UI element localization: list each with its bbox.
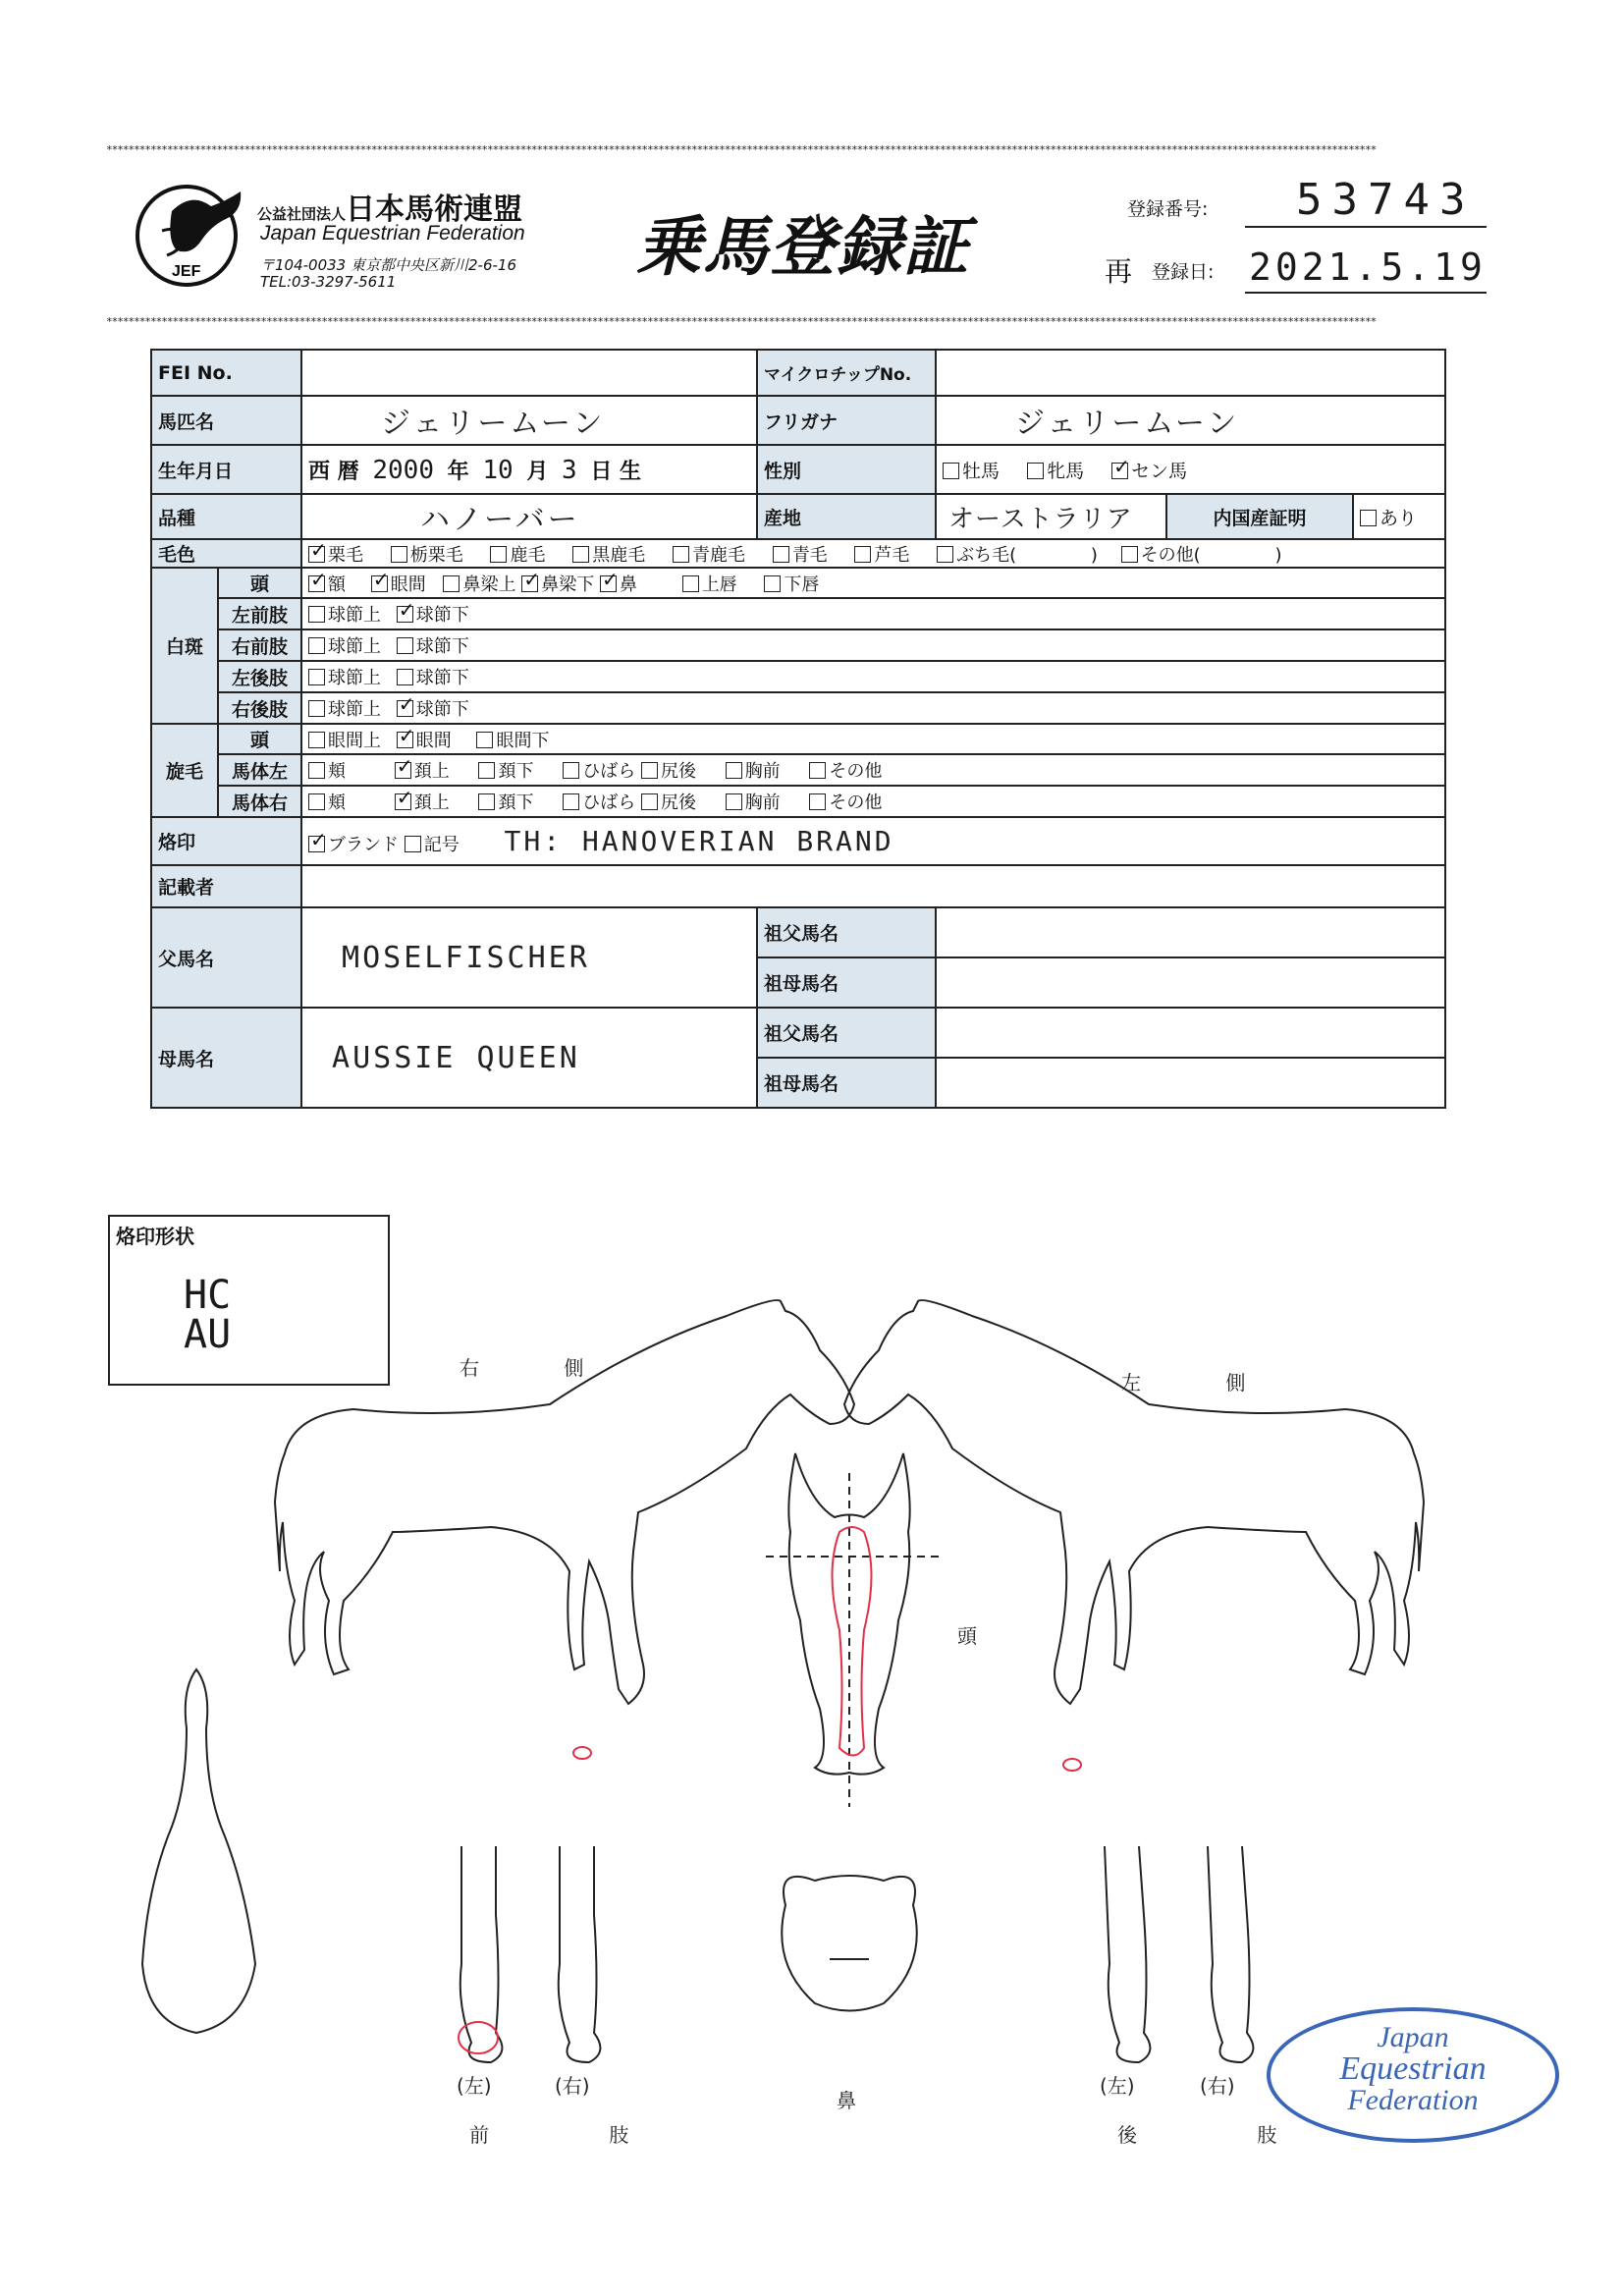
white-option[interactable] (397, 636, 469, 657)
birth-month-unit: 月 (526, 459, 549, 484)
fore-right-label: (右) (555, 2074, 590, 2098)
white-part-label: 左後肢 (218, 661, 301, 692)
horse-top-view-icon (142, 1669, 255, 2033)
reg-date-value: 2021.5.19 (1249, 246, 1487, 289)
coat-option-label: その他( (1140, 544, 1201, 566)
stamp-line-3: Federation (1347, 2084, 1479, 2116)
whorl-checkbox[interactable] (641, 793, 658, 810)
horse-name-label: 馬匹名 (151, 396, 301, 445)
white-option[interactable] (764, 574, 819, 595)
whorl-checkbox[interactable] (308, 732, 325, 748)
head-label: 頭 (957, 1624, 977, 1648)
brand-shape-label: 烙印形状 (116, 1225, 194, 1248)
white-option-label: 下唇 (784, 574, 820, 595)
reg-number-value: 53743 (1296, 175, 1476, 225)
sire-grandsire-value[interactable] (936, 907, 1445, 957)
whorl-checkbox[interactable] (308, 762, 325, 779)
birth-era: 西 暦 (308, 459, 359, 484)
white-option[interactable] (308, 668, 381, 688)
domestic-cert-option-label: あり (1380, 507, 1418, 529)
whorl-checkbox[interactable] (308, 793, 325, 810)
header-divider-top: ************************************************************************************************************************************************************************************************************************************** (106, 143, 1377, 155)
right-side-label: 右 側 (460, 1356, 623, 1380)
microchip-value[interactable] (936, 350, 1445, 396)
reg-date-label: 登録日: (1152, 261, 1215, 283)
stamp-line-2: Equestrian (1339, 2050, 1487, 2087)
domestic-cert-checkbox[interactable] (1360, 510, 1377, 526)
birth-year: 2000 (372, 455, 434, 485)
coat-option[interactable] (773, 545, 828, 566)
white-option-label: 鼻梁下 (541, 574, 595, 595)
coat-option[interactable] (854, 545, 909, 566)
whorl-label: 旋毛 (151, 724, 218, 817)
jef-logo (133, 172, 260, 295)
whorl-checkbox[interactable] (563, 762, 579, 779)
jef-stamp (1267, 2007, 1559, 2143)
whorl-option[interactable] (476, 731, 549, 751)
brand-option-label: ブランド (328, 835, 400, 855)
left-side-horse-icon (844, 1300, 1424, 1704)
left-side-label: 左 側 (1121, 1371, 1285, 1394)
white-leg-options (301, 629, 1445, 661)
reg-date-prefix: 再 (1105, 255, 1133, 288)
coat-option-label: 栃栗毛 (409, 544, 463, 566)
white-checkbox[interactable] (397, 669, 413, 685)
dam-grandsire-label: 祖父馬名 (757, 1008, 936, 1058)
reg-number-underline (1245, 226, 1487, 228)
white-checkbox[interactable] (682, 575, 699, 592)
whorl-checkbox[interactable] (809, 793, 826, 810)
org-tel: TEL:03-3297-5611 (260, 273, 397, 291)
whorl-option[interactable] (308, 793, 346, 813)
sire-granddam-value[interactable] (936, 957, 1445, 1008)
white-label: 白斑 (151, 568, 218, 724)
domestic-cert-label: 内国産証明 (1166, 494, 1353, 539)
brand-label: 烙印 (151, 817, 301, 865)
whorl-option[interactable] (478, 793, 533, 813)
white-option[interactable] (397, 605, 469, 626)
white-checkbox[interactable] (308, 669, 325, 685)
white-option[interactable] (308, 636, 381, 657)
hind-left-label: (左) (1100, 2074, 1135, 2098)
coat-option-label: 黒鹿毛 (592, 544, 646, 566)
dam-grandsire-value[interactable] (936, 1008, 1445, 1058)
whorl-checkbox[interactable] (476, 732, 493, 748)
whorl-option-label: 眼間上 (328, 730, 382, 751)
white-option[interactable] (371, 574, 426, 595)
reg-number-label: 登録番号: (1127, 198, 1209, 220)
org-name-en: Japan Equestrian Federation (260, 222, 525, 245)
white-option-label: 球節上 (328, 668, 382, 688)
sex-option-label: 牝馬 (1047, 460, 1085, 482)
whorl-checkbox[interactable] (395, 793, 411, 810)
white-option[interactable] (521, 574, 594, 595)
org-address: 〒104-0033 東京都中央区新川2-6-16 (260, 256, 516, 274)
whorl-checkbox[interactable] (478, 762, 495, 779)
hind-left-leg-icon (1105, 1846, 1150, 2062)
white-option[interactable] (308, 699, 381, 720)
whorl-option[interactable] (563, 793, 635, 813)
white-option[interactable] (397, 668, 469, 688)
origin-label: 産地 (757, 494, 936, 539)
registration-form (150, 349, 1446, 1109)
brand-checkbox[interactable] (308, 836, 325, 852)
white-option-label: 球節下 (415, 605, 469, 626)
coat-checkbox[interactable] (572, 546, 589, 563)
coat-checkbox[interactable] (854, 546, 871, 563)
origin-value: オーストラリア (948, 504, 1133, 534)
stamp-line-1: Japan (1377, 2021, 1449, 2053)
brand-option[interactable] (308, 835, 399, 855)
white-checkbox[interactable] (764, 575, 781, 592)
whorl-checkbox[interactable] (397, 732, 413, 748)
domestic-cert-option[interactable] (1353, 494, 1445, 539)
nose-label: 鼻 (837, 2089, 856, 2112)
whorl-option-label: 頚下 (498, 761, 534, 782)
coat-checkbox[interactable] (1121, 546, 1138, 563)
white-part-label: 左前肢 (218, 598, 301, 629)
coat-checkbox[interactable] (490, 546, 507, 563)
white-checkbox[interactable] (443, 575, 460, 592)
coat-option[interactable] (1121, 545, 1201, 566)
coat-checkbox[interactable] (773, 546, 789, 563)
brand-row (301, 817, 1445, 865)
white-mark-right-fore (573, 1747, 591, 1759)
header-divider-bottom: ************************************************************************************************************************************************************************************************************************************** (106, 315, 1377, 327)
white-mark-fore-left-pastern (459, 2022, 498, 2053)
white-option-label: 上唇 (701, 574, 737, 595)
coat-paren-close: ) (1274, 544, 1282, 566)
whorl-checkbox[interactable] (478, 793, 495, 810)
birth-value (301, 445, 757, 494)
hind-right-leg-icon (1208, 1846, 1253, 2062)
brand-shape-value: HC AU (184, 1273, 232, 1357)
hind-right-label: (右) (1200, 2074, 1235, 2098)
whorl-checkbox[interactable] (563, 793, 579, 810)
white-option[interactable] (600, 574, 637, 595)
white-checkbox[interactable] (308, 606, 325, 623)
coat-option[interactable] (490, 545, 545, 566)
whorl-option[interactable] (809, 793, 882, 813)
whorl-option-label: 頬 (328, 761, 347, 782)
whorl-option[interactable] (395, 793, 450, 813)
brand-checkbox[interactable] (405, 836, 421, 852)
whorl-option[interactable] (726, 793, 781, 813)
coat-option-label: 栗毛 (328, 544, 364, 566)
white-option[interactable] (308, 574, 346, 595)
birth-day-unit: 日 生 (590, 459, 642, 484)
dam-granddam-label: 祖母馬名 (757, 1058, 936, 1108)
white-option-label: 球節上 (328, 605, 382, 626)
coat-option-label: ぶち毛( (956, 544, 1017, 566)
whorl-option-label: ひばら (582, 793, 636, 813)
whorl-option-label: 尻後 (660, 761, 696, 782)
whorl-option-label: 眼間下 (496, 730, 550, 751)
whorl-part-label: 頭 (218, 724, 301, 754)
white-option-label: 鼻梁上 (462, 574, 516, 595)
coat-options (301, 539, 1445, 568)
brand-option-label: 記号 (423, 835, 460, 855)
coat-checkbox[interactable] (308, 546, 325, 563)
white-option-label: 眼間 (390, 574, 426, 595)
whorl-option-label: 尻後 (660, 793, 696, 813)
coat-option[interactable] (673, 545, 745, 566)
whorl-option-label: 頚上 (413, 793, 450, 813)
whorl-option[interactable] (641, 761, 696, 782)
white-part-label: 右前肢 (218, 629, 301, 661)
white-option[interactable] (397, 699, 469, 720)
hind-label: 後 肢 (1117, 2123, 1334, 2147)
white-option[interactable] (682, 574, 737, 595)
whorl-checkbox[interactable] (395, 762, 411, 779)
coat-option[interactable] (937, 545, 1016, 566)
birth-label: 生年月日 (151, 445, 301, 494)
microchip-label: マイクロチップNo. (757, 350, 936, 396)
coat-option[interactable] (308, 545, 363, 566)
nose-icon (782, 1876, 917, 2011)
fei-label: FEI No. (151, 350, 301, 396)
whorl-option-label: 頚下 (498, 793, 534, 813)
coat-label: 毛色 (151, 539, 301, 568)
fei-value[interactable] (301, 350, 757, 396)
white-checkbox[interactable] (397, 637, 413, 654)
horse-name-value: ジェリームーン (381, 407, 606, 441)
white-mark-face (833, 1527, 872, 1756)
birth-day: 3 (562, 455, 577, 485)
reg-date-underline (1245, 292, 1487, 294)
fore-label: 前 肢 (469, 2123, 686, 2147)
sex-option-label: 牡馬 (962, 460, 1001, 482)
whorl-option-label: 眼間 (415, 730, 452, 751)
recorder-value[interactable] (301, 865, 1445, 907)
white-option-label: 球節下 (415, 668, 469, 688)
white-option-label: 球節下 (415, 699, 469, 720)
whorl-option-label: 頚上 (413, 761, 450, 782)
sex-checkbox-mare[interactable] (1027, 463, 1044, 479)
white-leg-options (301, 692, 1445, 724)
whorl-body-left-options (301, 754, 1445, 786)
white-checkbox[interactable] (397, 700, 413, 717)
whorl-part-label: 馬体右 (218, 786, 301, 817)
sex-option-label: セン馬 (1131, 460, 1188, 482)
whorl-option-label: ひばら (582, 761, 636, 782)
white-checkbox[interactable] (308, 700, 325, 717)
whorl-option[interactable] (726, 761, 781, 782)
white-checkbox[interactable] (397, 606, 413, 623)
white-checkbox[interactable] (521, 575, 538, 592)
whorl-checkbox[interactable] (726, 762, 742, 779)
birth-year-unit: 年 (447, 459, 469, 484)
coat-option[interactable] (572, 545, 645, 566)
furigana-value: ジェリームーン (1015, 407, 1240, 441)
white-option-label: 額 (328, 574, 347, 595)
recorder-label: 記載者 (151, 865, 301, 907)
brand-option[interactable] (405, 835, 460, 855)
whorl-option[interactable] (397, 731, 452, 751)
coat-option[interactable] (391, 545, 463, 566)
whorl-option[interactable] (563, 761, 635, 782)
dam-label: 母馬名 (151, 1008, 301, 1108)
furigana-label: フリガナ (757, 396, 936, 445)
whorl-head-options (301, 724, 1445, 754)
sex-checkbox-gelding[interactable] (1111, 463, 1128, 479)
whorl-checkbox[interactable] (726, 793, 742, 810)
brand-value: TH: HANOVERIAN BRAND (504, 825, 894, 857)
white-part-label: 頭 (218, 568, 301, 598)
coat-checkbox[interactable] (391, 546, 407, 563)
white-leg-options (301, 661, 1445, 692)
whorl-option[interactable] (809, 761, 882, 782)
coat-checkbox[interactable] (937, 546, 953, 563)
white-checkbox[interactable] (600, 575, 617, 592)
whorl-option[interactable] (308, 761, 346, 782)
dam-value: AUSSIE QUEEN (332, 1040, 580, 1075)
white-checkbox[interactable] (308, 637, 325, 654)
fore-left-label: (左) (457, 2074, 492, 2098)
white-option-label: 球節上 (328, 636, 382, 657)
sire-grandsire-label: 祖父馬名 (757, 907, 936, 957)
whorl-option[interactable] (641, 793, 696, 813)
whorl-option[interactable] (308, 731, 381, 751)
sex-option-gelding[interactable] (1111, 461, 1187, 482)
coat-option-label: 青鹿毛 (691, 544, 745, 566)
org-prefix: 公益社団法人 (257, 205, 347, 223)
whorl-checkbox[interactable] (641, 762, 658, 779)
whorl-option[interactable] (395, 761, 450, 782)
coat-option-label: 青毛 (791, 544, 828, 566)
coat-option-label: 芦毛 (874, 544, 910, 566)
fore-right-leg-icon (559, 1846, 601, 2062)
whorl-part-label: 馬体左 (218, 754, 301, 786)
birth-month: 10 (482, 455, 514, 485)
sex-option-stallion[interactable] (943, 461, 1000, 482)
sex-options (936, 445, 1445, 494)
white-option[interactable] (443, 574, 515, 595)
white-option-label: 鼻 (619, 574, 637, 595)
whorl-option[interactable] (478, 761, 533, 782)
coat-paren-close: ) (1090, 544, 1098, 566)
sire-value: MOSELFISCHER (342, 940, 590, 975)
whorl-option-label: その他 (829, 793, 883, 813)
coat-option-label: 鹿毛 (510, 544, 546, 566)
white-part-label: 右後肢 (218, 692, 301, 724)
breed-label: 品種 (151, 494, 301, 539)
breed-value: ハノーバー (420, 503, 580, 537)
sire-label: 父馬名 (151, 907, 301, 1008)
white-option-label: 球節上 (328, 699, 382, 720)
document-title: 乗馬登録証 (636, 209, 970, 285)
white-leg-options (301, 598, 1445, 629)
sex-label: 性別 (757, 445, 936, 494)
whorl-option-label: 胸前 (744, 793, 781, 813)
white-head-options (301, 568, 1445, 598)
white-checkbox[interactable] (308, 575, 325, 592)
whorl-option-label: その他 (829, 761, 883, 782)
whorl-option-label: 胸前 (744, 761, 781, 782)
whorl-checkbox[interactable] (809, 762, 826, 779)
white-mark-left-fore (1063, 1759, 1081, 1771)
dam-granddam-value[interactable] (936, 1058, 1445, 1108)
right-side-horse-icon (275, 1300, 854, 1704)
logo-text: JEF (172, 263, 201, 280)
sire-granddam-label: 祖母馬名 (757, 957, 936, 1008)
whorl-option-label: 頬 (328, 793, 347, 813)
whorl-body-right-options (301, 786, 1445, 817)
coat-checkbox[interactable] (673, 546, 689, 563)
sex-checkbox-stallion[interactable] (943, 463, 959, 479)
white-option[interactable] (308, 605, 381, 626)
org-name-jp: 日本馬術連盟 (346, 192, 523, 227)
white-checkbox[interactable] (371, 575, 388, 592)
sex-option-mare[interactable] (1027, 461, 1084, 482)
white-option-label: 球節下 (415, 636, 469, 657)
